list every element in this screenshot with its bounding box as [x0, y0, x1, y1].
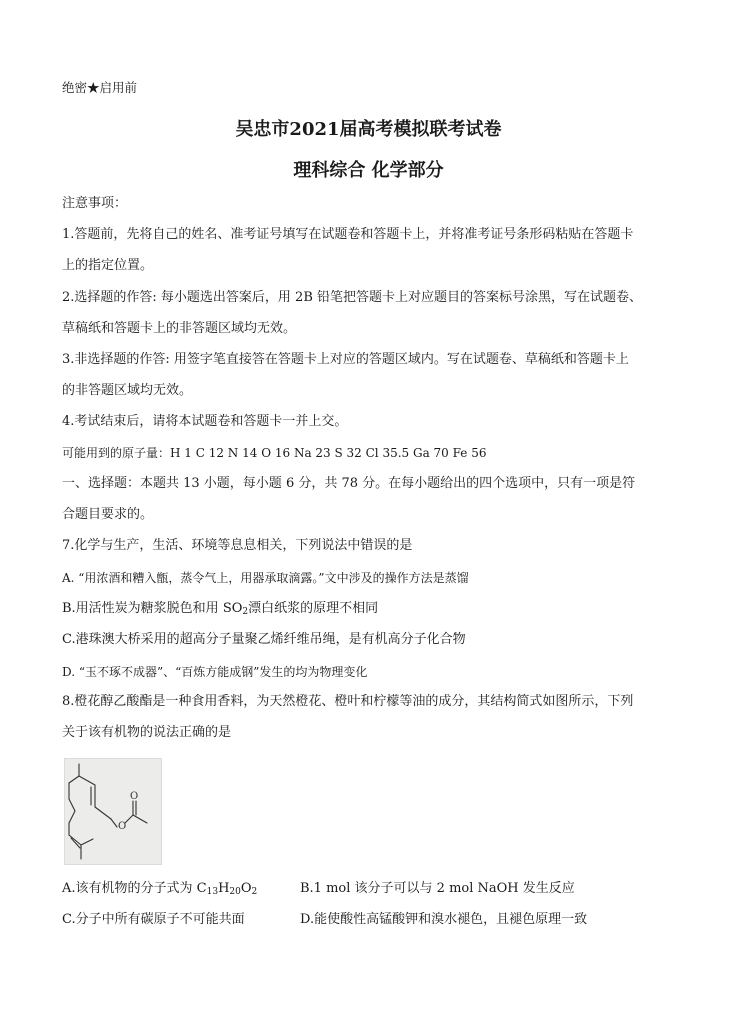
notice-item-1-line-2: 上的指定位置。	[62, 258, 154, 273]
question-8-option-b: B.1 mol 该分子可以与 2 mol NaOH 发生反应	[300, 881, 575, 896]
confidential-mark: 绝密★启用前	[62, 80, 138, 95]
question-8-stem-line-2: 关于该有机物的说法正确的是	[62, 725, 232, 740]
exam-subtitle: 理科综合 化学部分	[293, 160, 444, 181]
question-7-stem: 7.化学与生产，生活、环境等息息相关，下列说法中错误的是	[62, 538, 413, 553]
notice-heading: 注意事项：	[62, 196, 128, 211]
question-8-stem-line-1: 8.橙花醇乙酸酯是一种食用香料，为天然橙花、橙叶和柠檬等油的成分，其结构简式如图所示，下列	[62, 694, 634, 709]
structural-formula-figure	[64, 758, 162, 865]
notice-item-2-line-1: 2.选择题的作答: 每小题选出答案后，用 2B 铅笔把答题卡上对应题目的答案标号涂黑，写在试题卷、	[62, 290, 643, 305]
notice-item-2-line-2: 草稿纸和答题卡上的非答题区域均无效。	[62, 321, 297, 336]
exam-title: 吴忠市2021届高考模拟联考试卷	[235, 119, 502, 140]
notice-item-3-line-1: 3.非选择题的作答: 用签字笔直接答在答题卡上对应的答题区域内。写在试题卷、草稿纸和答题卡上	[62, 352, 629, 367]
question-7-option-c: C.港珠澳大桥采用的超高分子量聚乙烯纤维吊绳，是有机高分子化合物	[62, 632, 466, 647]
notice-item-3-line-2: 的非答题区域均无效。	[62, 383, 193, 398]
carbonyl-oxygen-label: O	[130, 791, 139, 802]
question-8-option-d: D.能使酸性高锰酸钾和溴水褪色，且褪色原理一致	[300, 912, 588, 927]
question-8-option-a: A.该有机物的分子式为 $C_{13}H_{20}O_2$	[62, 881, 258, 897]
question-7-option-b: B.用活性炭为糖浆脱色和用 $SO_2$漂白纸浆的原理不相同	[62, 601, 379, 617]
atomic-masses: 可能用到的原子量：H 1 C 12 N 14 O 16 Na 23 S 32 Cl 35.5 Ga 70 Fe 56	[62, 446, 487, 460]
section-1-line-1: 一、选择题：本题共 13 小题，每小题 6 分，共 78 分。在每小题给出的四个选项中，只有一项是符	[62, 476, 636, 491]
oxygen-atom-label: O	[118, 821, 127, 832]
notice-item-4: 4.考试结束后，请将本试题卷和答题卡一并上交。	[62, 414, 348, 429]
structural-formula-svg	[65, 759, 161, 864]
question-7-option-a: A. “用浓酒和糟入甑，蒸令气上，用器承取滴露。”文中涉及的操作方法是蒸馏	[62, 571, 469, 585]
question-8-option-c: C.分子中所有碳原子不可能共面	[62, 912, 245, 927]
question-7-option-d: D. “玉不琢不成器”、“百炼方能成钢”发生的均为物理变化	[62, 665, 368, 679]
notice-item-1-line-1: 1.答题前，先将自己的姓名、准考证号填写在试题卷和答题卡上，并将准考证号条形码粘贴在答题卡	[62, 227, 634, 242]
section-1-line-2: 合题目要求的。	[62, 507, 154, 522]
